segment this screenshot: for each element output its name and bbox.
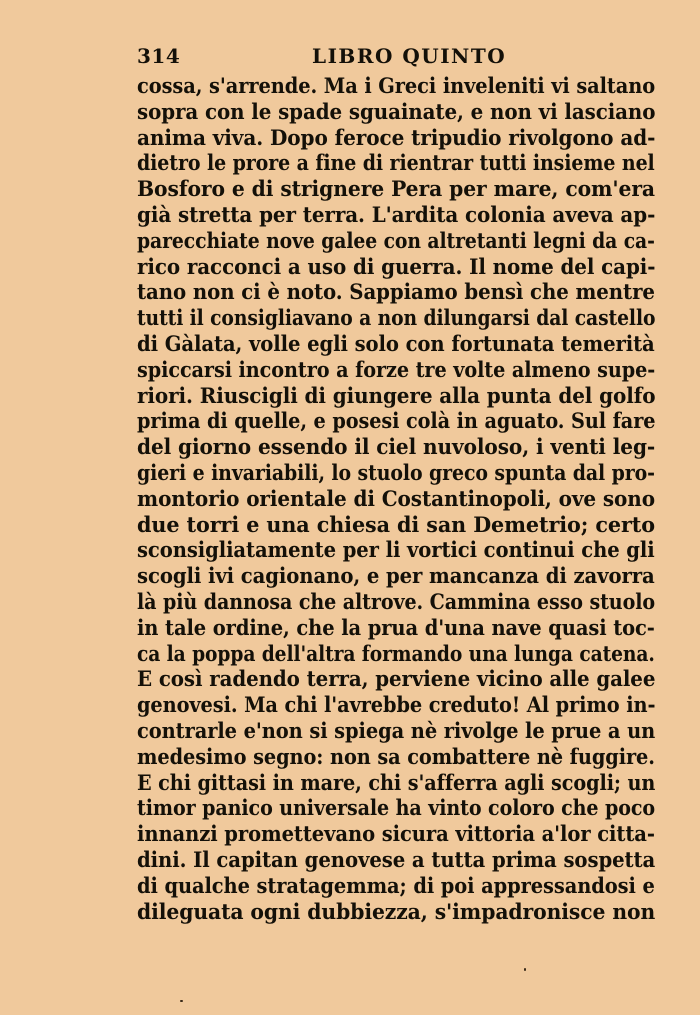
text-line: medesimo segno: non sa combattere nè fuggire. <box>137 744 655 770</box>
text-line: montorio orientale di Costantinopoli, ove sono <box>137 486 655 512</box>
text-line: riori. Riuscigli di giungere alla punta del golfo <box>137 383 656 409</box>
text-line: dietro le prore a fine di rientrar tutti insieme nel <box>137 151 655 177</box>
running-title: LIBRO QUINTO <box>312 44 507 68</box>
text-line: spiccarsi incontro a forze tre volte almeno supe- <box>137 357 656 383</box>
text-line: contrarle e'non si spiega nè rivolge le prue a un <box>137 718 656 744</box>
text-line: dileguata ogni dubbiezza, s'impadronisce non <box>137 899 656 925</box>
text-line: di Gàlata, volle egli solo con fortunata temerità <box>137 331 655 357</box>
text-line: scogli ivi cagionano, e per mancanza di zavorra <box>137 564 655 590</box>
text-line: del giorno essendo il ciel nuvoloso, i venti leg- <box>137 435 656 461</box>
text-line: dini. Il capitan genovese a tutta prima sospetta <box>137 847 656 873</box>
page-header <box>137 44 657 72</box>
text-line: gieri e invariabili, lo stuolo greco spunta dal pro- <box>137 460 655 486</box>
text-line: parecchiate nove galee con altretanti legni da ca- <box>137 228 655 254</box>
page-number: 314 <box>137 44 181 68</box>
text-line: tutti il consigliavano a non dilungarsi dal castello <box>137 306 656 332</box>
text-line: due torri e una chiesa di san Demetrio; certo <box>137 512 655 538</box>
paper-speck <box>180 1000 183 1002</box>
text-line: in tale ordine, che la prua d'una nave quasi toc- <box>137 615 655 641</box>
text-line: là più dannosa che altrove. Cammina esso stuolo <box>137 589 655 615</box>
text-line: ca la poppa dell'altra formando una lunga catena. <box>137 641 655 667</box>
text-line: di qualche stratagemma; di poi appressandosi e <box>137 873 655 899</box>
text-line: timor panico universale ha vinto coloro che poco <box>137 796 656 822</box>
text-line: anima viva. Dopo feroce tripudio rivolgono ad- <box>137 125 656 151</box>
text-line: prima di quelle, e posesi colà in aguato. Sul fare <box>137 409 656 435</box>
text-line: tano non ci è noto. Sappiamo bensì che mentre <box>137 280 655 306</box>
paper-speck <box>524 968 526 971</box>
text-line: Bosforo e di strignere Pera per mare, com'era <box>137 177 655 203</box>
text-line: genovesi. Ma chi l'avrebbe creduto! Al primo in- <box>137 693 656 719</box>
text-line: E così radendo terra, perviene vicino alle galee <box>137 667 656 693</box>
text-line: innanzi promettevano sicura vittoria a'lor citta- <box>137 822 655 848</box>
text-line: rico racconci a uso di guerra. Il nome del capi- <box>137 254 656 280</box>
text-line: sconsigliatamente per li vortici continui che gli <box>137 538 655 564</box>
text-line: già stretta per terra. L'ardita colonia aveva ap- <box>137 202 656 228</box>
text-line: sopra con le spade sguainate, e non vi lasciano <box>137 99 656 125</box>
text-line: cossa, s'arrende. Ma i Greci inveleniti vi saltano <box>137 74 656 99</box>
body-text <box>137 74 655 925</box>
text-line: E chi gittasi in mare, chi s'afferra agli scogli; un <box>137 770 656 796</box>
